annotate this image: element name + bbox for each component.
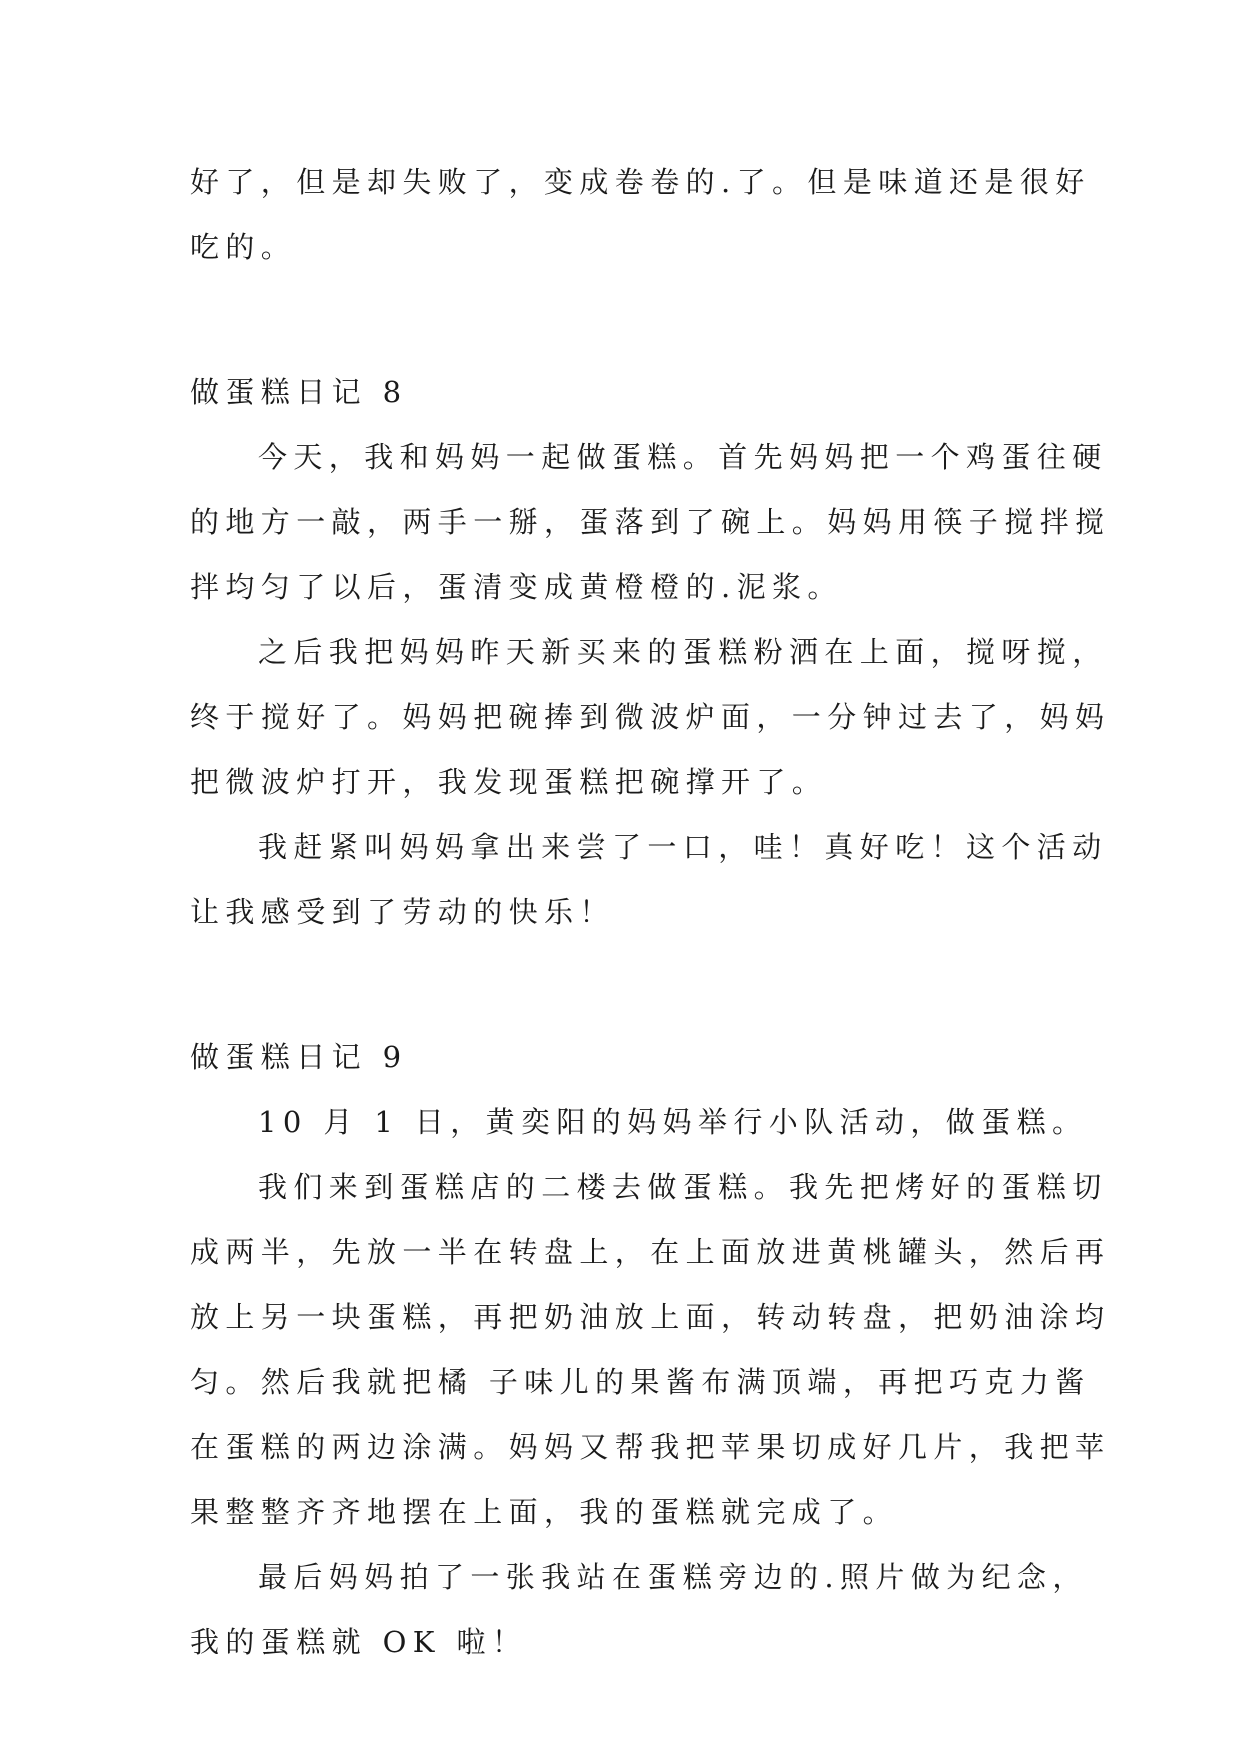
paragraph-line: 吃的。 [190,230,297,264]
paragraph-line: 我的蛋糕就 OK 啦！ [190,1625,528,1659]
paragraph-line: 今天，我和妈妈一起做蛋糕。首先妈妈把一个鸡蛋往硬 [258,440,1108,474]
paragraph-line: 成两半，先放一半在转盘上，在上面放进黄桃罐头，然后再 [190,1235,1111,1269]
paragraph-line: 果整整齐齐地摆在上面，我的蛋糕就完成了。 [190,1495,899,1529]
section-gap [190,280,1060,360]
paragraph-line: 终于搅好了。妈妈把碗捧到微波炉面，一分钟过去了，妈妈 [190,700,1111,734]
paragraph-line: 拌均匀了以后，蛋清变成黄橙橙的.泥浆。 [190,570,843,604]
paragraph-line: 我赶紧叫妈妈拿出来尝了一口，哇！真好吃！这个活动 [258,830,1108,864]
section-gap [190,945,1060,1025]
paragraph-line: 之后我把妈妈昨天新买来的蛋糕粉洒在上面，搅呀搅， [258,635,1108,669]
section-heading: 做蛋糕日记 9 [190,1040,408,1074]
paragraph-line: 匀。然后我就把橘 子味儿的果酱布满顶端，再把巧克力酱 [190,1365,1091,1399]
paragraph-line: 放上另一块蛋糕，再把奶油放上面，转动转盘，把奶油涂均 [190,1300,1111,1334]
paragraph-line: 在蛋糕的两边涂满。妈妈又帮我把苹果切成好几片，我把苹 [190,1430,1111,1464]
paragraph-line: 我们来到蛋糕店的二楼去做蛋糕。我先把烤好的蛋糕切 [258,1170,1108,1204]
paragraph-line: 最后妈妈拍了一张我站在蛋糕旁边的.照片做为纪念， [258,1560,1088,1594]
paragraph-line: 10 月 1 日，黄奕阳的妈妈举行小队活动，做蛋糕。 [258,1105,1088,1139]
paragraph-line: 让我感受到了劳动的快乐！ [190,895,615,929]
paragraph-line: 的地方一敲，两手一掰，蛋落到了碗上。妈妈用筷子搅拌搅 [190,505,1111,539]
section-heading: 做蛋糕日记 8 [190,375,408,409]
paragraph-line: 把微波炉打开，我发现蛋糕把碗撑开了。 [190,765,828,799]
document-page [190,150,1111,1675]
paragraph-line: 好了，但是却失败了，变成卷卷的.了。但是味道还是很好 [190,165,1091,199]
